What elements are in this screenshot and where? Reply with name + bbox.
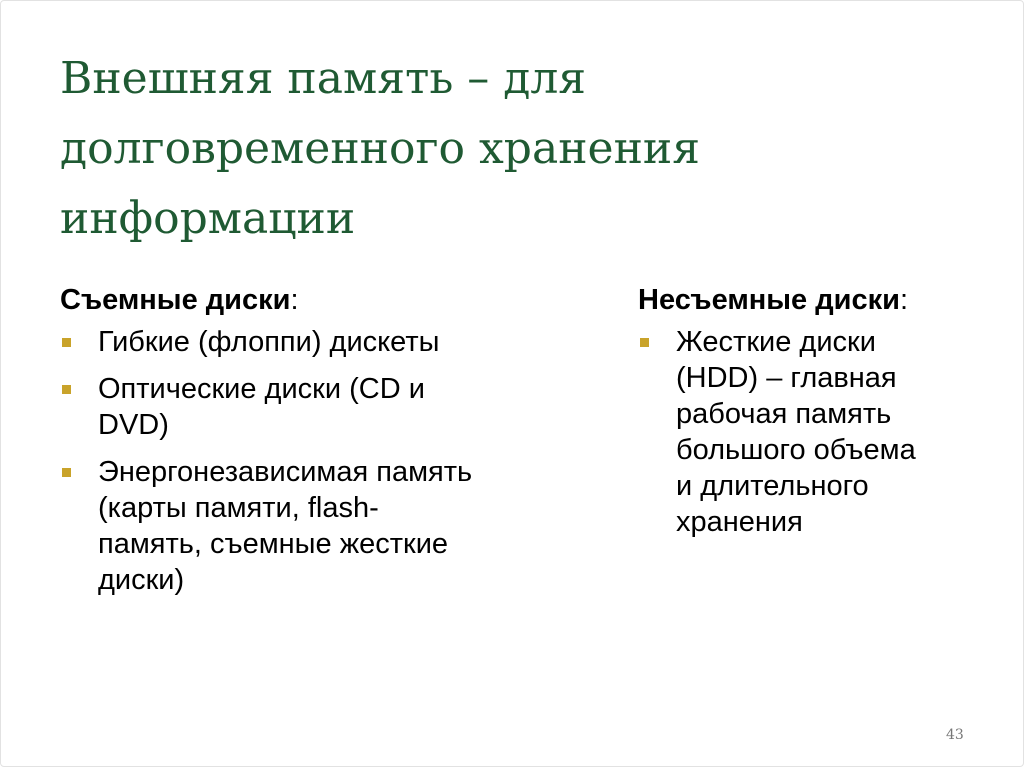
heading-colon: : <box>899 284 909 316</box>
item-text-line: (карты памяти, flash- <box>98 492 379 524</box>
item-text-line: (HDD) – главная <box>676 362 897 394</box>
item-text-line: память, съемные жесткие <box>98 528 449 560</box>
heading-bold-text: Несъемные диски <box>638 284 900 316</box>
item-text-line: Гибкие (флоппи) дискеты <box>98 326 440 358</box>
item-text-line: Оптические диски (CD и <box>98 373 425 405</box>
list-item <box>60 454 580 598</box>
list-item <box>60 324 580 360</box>
list-item <box>638 324 1008 540</box>
square-bullet-icon <box>62 385 71 394</box>
item-text-line: диски) <box>98 564 185 596</box>
list-item <box>60 371 580 443</box>
removable-disks-heading <box>60 280 580 320</box>
square-bullet-icon <box>62 468 71 477</box>
item-text-line: рабочая память <box>676 398 892 430</box>
item-text-line: большого объема <box>676 434 916 466</box>
page-number: 43 <box>946 727 964 743</box>
fixed-disks-heading <box>638 280 1008 320</box>
square-bullet-icon <box>640 338 649 347</box>
heading-colon: : <box>290 284 299 316</box>
title-line: долговременного хранения <box>60 123 700 174</box>
title-line: Внешняя память – для <box>60 53 587 104</box>
fixed-disks-column <box>638 280 1008 551</box>
item-text-line: DVD) <box>98 409 169 441</box>
square-bullet-icon <box>62 338 71 347</box>
item-text-line: Жесткие диски <box>676 326 876 358</box>
fixed-disks-list <box>638 324 1008 540</box>
removable-disks-list <box>60 324 580 598</box>
title-line: информации <box>60 193 356 244</box>
item-text-line: хранения <box>676 506 803 538</box>
item-text-line: и длительного <box>676 470 869 502</box>
heading-bold-text: Съемные диски <box>60 284 291 316</box>
slide-title <box>60 44 960 254</box>
item-text-line: Энергонезависимая память <box>98 456 473 488</box>
removable-disks-column <box>60 280 580 609</box>
